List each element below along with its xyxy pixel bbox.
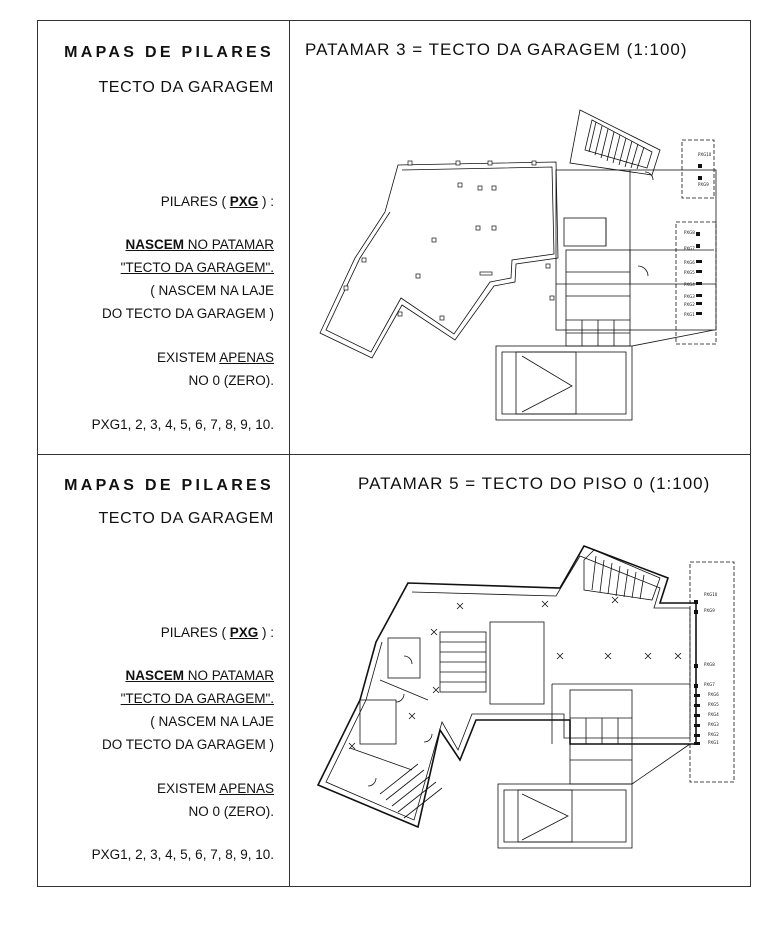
plan2-pxg-columns xyxy=(694,600,700,745)
plan2-pillar-markers xyxy=(349,597,681,749)
plan-patamar-3 xyxy=(320,110,716,420)
plan2-ramp-arrow xyxy=(522,794,568,840)
plan1-label-pxg10: PXG10 xyxy=(698,152,712,157)
existem-prefix: EXISTEM xyxy=(156,350,220,365)
pilares-prefix: PILARES ( xyxy=(160,194,230,209)
plan2-room xyxy=(388,638,420,678)
plan1-stair-outline xyxy=(570,110,660,175)
plan2-bottom-block-inner xyxy=(504,790,626,842)
plan2-wall xyxy=(380,680,428,700)
plan2-label-pxg5: PXG5 xyxy=(708,702,719,707)
plan2-pxg-labels xyxy=(704,592,719,745)
plan2-mid-block xyxy=(570,744,632,784)
plan2-door-swing xyxy=(368,778,376,786)
plan1-square-columns xyxy=(344,161,554,320)
plan1-label-pxg1: PXG1 xyxy=(684,312,695,317)
plan1-grid-lines xyxy=(566,272,630,346)
zero-line: NO 0 (ZERO). xyxy=(188,373,274,388)
nascem-word: NASCEM xyxy=(125,237,184,252)
plan1-label-pxg4: PXG4 xyxy=(684,282,695,287)
plan2-label-pxg3: PXG3 xyxy=(708,722,719,727)
plan2-label-pxg9: PXG9 xyxy=(704,608,715,613)
plan2-inner-outline xyxy=(326,556,690,820)
plan1-door-swing xyxy=(645,172,653,180)
plan1-door-swing xyxy=(638,266,648,276)
plan2-stair-inner-treads xyxy=(440,642,486,682)
plan2-ramp-box xyxy=(518,790,572,842)
nascem-rest: NO PATAMAR xyxy=(183,237,274,252)
pilares-code: PXG xyxy=(229,625,259,640)
notes-subheading: TECTO DA GARAGEM xyxy=(98,510,274,527)
plan1-bottom-block-inner xyxy=(502,352,626,414)
nascem-rest: NO PATAMAR xyxy=(183,668,274,683)
existem-word: APENAS xyxy=(219,350,274,365)
plan1-left-wing-outline xyxy=(320,162,558,358)
plan2-door-swing xyxy=(424,734,432,742)
plan1-label-pxg8: PXG8 xyxy=(684,230,695,235)
existem-prefix: EXISTEM xyxy=(156,781,220,796)
plan2-label-pxg6: PXG6 xyxy=(708,692,719,697)
plan2-label-pxg1: PXG1 xyxy=(708,740,719,745)
plan2-main-outline xyxy=(318,546,696,827)
plan2-door-swing xyxy=(396,694,404,702)
pilares-code: PXG xyxy=(229,194,259,209)
existem-word: APENAS xyxy=(219,781,274,796)
plan2-lower-grid xyxy=(570,718,632,744)
plan2-wall xyxy=(350,748,412,770)
plan1-stair-treads xyxy=(589,122,644,169)
laje-line-2: DO TECTO DA GARAGEM ) xyxy=(101,737,274,752)
zero-line: NO 0 (ZERO). xyxy=(188,804,274,819)
plan1-pxg-zone-top xyxy=(682,140,714,198)
plan1-label-pxg5: PXG5 xyxy=(684,270,695,275)
plan2-label-pxg4: PXG4 xyxy=(708,712,719,717)
plan2-label-pxg10: PXG10 xyxy=(704,592,718,597)
laje-line-2: DO TECTO DA GARAGEM ) xyxy=(101,306,274,321)
plan2-stair-block xyxy=(584,550,660,600)
plan2-lower-wing xyxy=(570,690,632,744)
pxg-list: PXG1, 2, 3, 4, 5, 6, 7, 8, 9, 10. xyxy=(91,417,274,432)
plan1-room xyxy=(564,218,606,246)
plan1-label-pxg2: PXG2 xyxy=(684,302,695,307)
notes-heading: MAPAS DE PILARES xyxy=(64,477,274,494)
plan2-wing-diagonal xyxy=(632,744,690,784)
plan2-label-pxg2: PXG2 xyxy=(708,732,719,737)
plan-title-patamar-5: PATAMAR 5 = TECTO DO PISO 0 (1:100) xyxy=(358,474,711,493)
nascem-quote: "TECTO DA GARAGEM". xyxy=(120,691,274,706)
plan2-central-area xyxy=(490,622,544,704)
laje-line-1: ( NASCEM NA LAJE xyxy=(150,714,274,729)
plan1-left-wing-inner xyxy=(326,167,554,352)
nascem-quote: "TECTO DA GARAGEM". xyxy=(120,260,274,275)
plan1-label-pxg6: PXG6 xyxy=(684,260,695,265)
nascem-word: NASCEM xyxy=(125,668,184,683)
notes-heading: MAPAS DE PILARES xyxy=(64,44,274,61)
notes-subheading: TECTO DA GARAGEM xyxy=(98,79,274,96)
plan2-room xyxy=(360,700,396,744)
plan2-label-pxg7: PXG7 xyxy=(704,682,715,687)
plan2-label-pxg8: PXG8 xyxy=(704,662,715,667)
plan2-parking-stripes xyxy=(380,764,442,818)
laje-line-1: ( NASCEM NA LAJE xyxy=(150,283,274,298)
plan1-ramp-arrow xyxy=(522,356,572,412)
pilares-prefix: PILARES ( xyxy=(160,625,230,640)
plan2-door-swing xyxy=(404,656,412,664)
plan1-bottom-block xyxy=(496,346,632,420)
pilares-suffix: ) : xyxy=(258,625,274,640)
plan-patamar-5 xyxy=(318,546,734,848)
plan1-label-pxg3: PXG3 xyxy=(684,294,695,299)
pilares-suffix: ) : xyxy=(258,194,274,209)
pxg-list: PXG1, 2, 3, 4, 5, 6, 7, 8, 9, 10. xyxy=(91,847,274,862)
plan1-label-pxg7: PXG7 xyxy=(684,246,695,251)
plan-title-patamar-3: PATAMAR 3 = TECTO DA GARAGEM (1:100) xyxy=(305,40,688,59)
plan1-label-pxg9: PXG9 xyxy=(698,182,709,187)
